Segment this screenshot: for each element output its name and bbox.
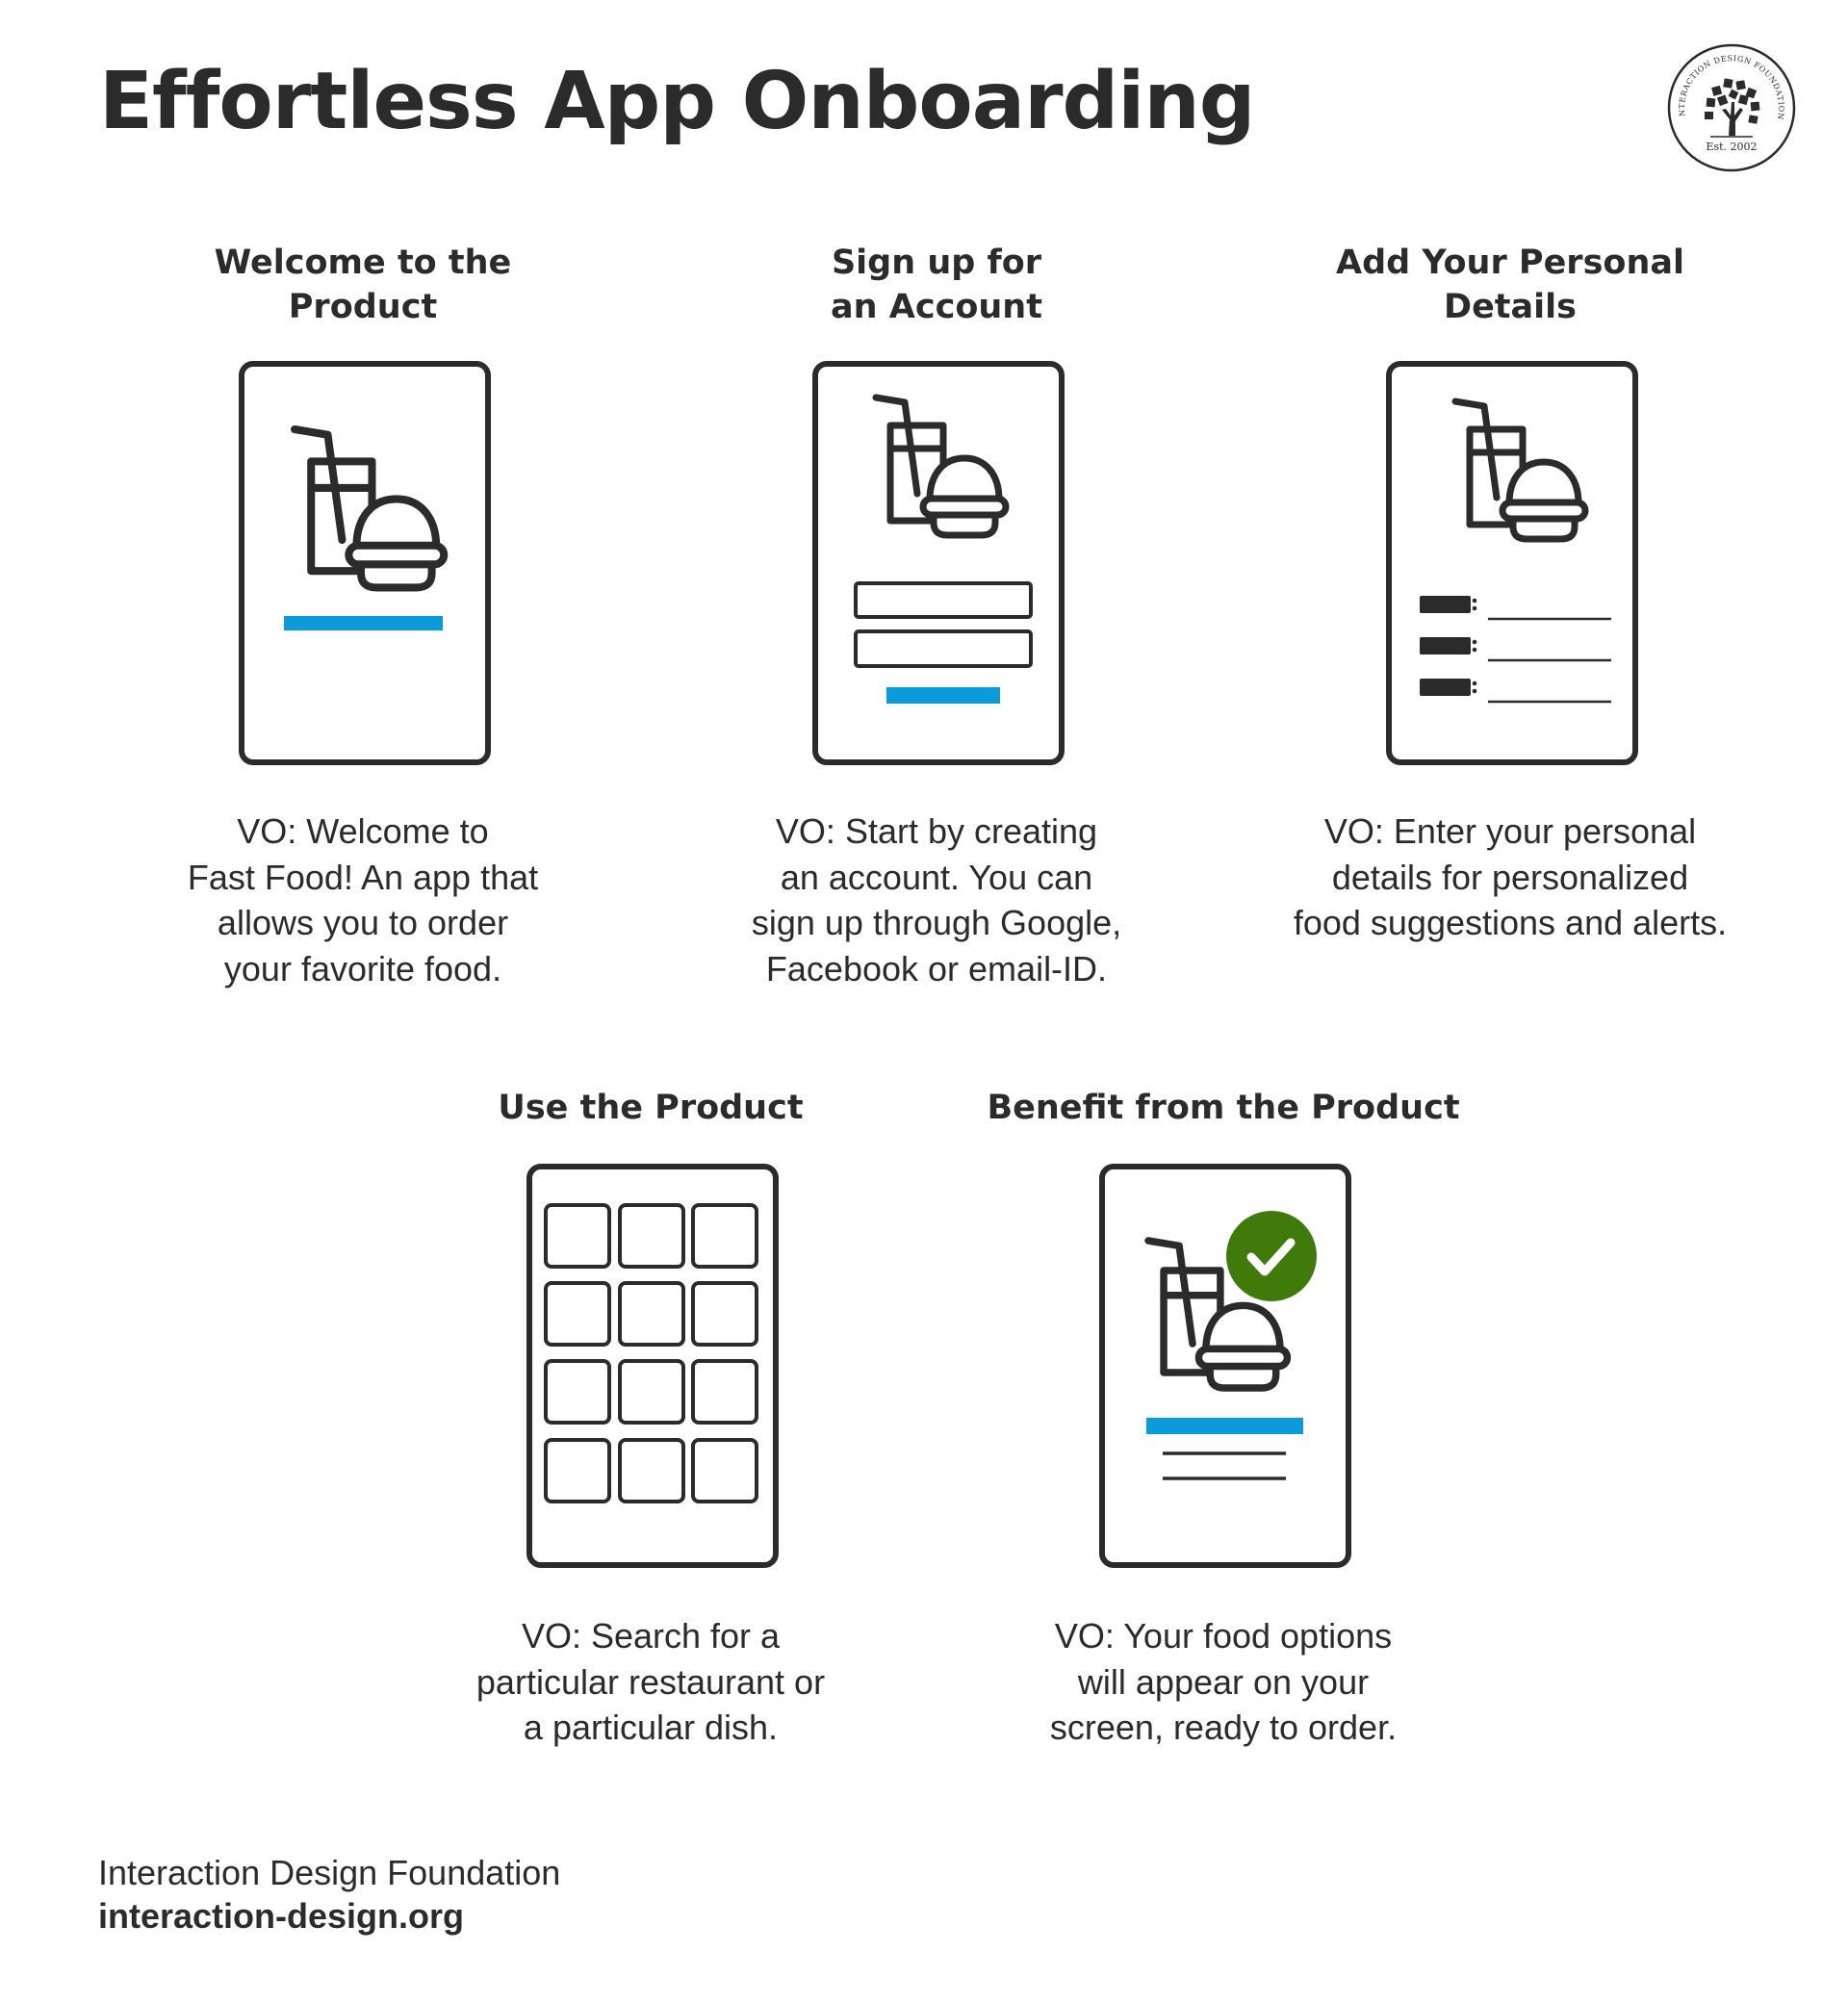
footer-org-name: Interaction Design Foundation: [98, 1853, 561, 1892]
step-caption-use: [381, 1613, 920, 1751]
signup-button-icon: [886, 687, 1000, 704]
caption-line: Facebook or email-ID.: [765, 948, 1108, 989]
heading-line: Use the Product: [498, 1089, 804, 1127]
phone-signup-screen: [812, 361, 1065, 765]
heading-line: Sign up for: [831, 244, 1042, 282]
caption-line: food suggestions and alerts.: [1293, 903, 1728, 942]
heading-line: Product: [288, 288, 438, 326]
step-heading-benefit: [954, 1086, 1493, 1130]
caption-line: will appear on your: [1077, 1661, 1370, 1702]
caption-line: sign up through Google,: [751, 903, 1122, 942]
caption-line: an account. You can: [780, 857, 1093, 897]
caption-line: a particular dish.: [523, 1708, 779, 1747]
phone-use-screen: [526, 1164, 779, 1568]
caption-line: your favorite food.: [223, 948, 502, 989]
svg-text:Est. 2002: Est. 2002: [1706, 141, 1758, 153]
caption-line: details for personalized: [1331, 857, 1689, 897]
page-title: Effortless App Onboarding: [99, 56, 1255, 147]
heading-line: an Account: [831, 288, 1042, 326]
checkmark-circle-icon: [1226, 1211, 1317, 1301]
caption-line: screen, ready to order.: [1049, 1708, 1398, 1747]
step-caption-welcome: [93, 809, 632, 991]
order-bar: [1146, 1418, 1303, 1434]
caption-line: allows you to order: [217, 903, 509, 942]
heading-line: Welcome to the: [214, 244, 512, 282]
heading-line: Benefit from the Product: [987, 1089, 1460, 1127]
footer-url-link[interactable]: interaction-design.org: [98, 1896, 465, 1936]
caption-line: particular restaurant or: [475, 1661, 826, 1702]
heading-line: Details: [1444, 288, 1577, 326]
phone-welcome-screen: [239, 361, 491, 765]
heading-line: Add Your Personal: [1336, 244, 1684, 282]
svg-text:INTERACTION DESIGN FOUNDATION: NTERACTION DESIGN FOUNDATION: [1677, 54, 1786, 121]
caption-line: VO: Welcome to: [237, 811, 489, 851]
caption-line: VO: Your food options: [1054, 1616, 1393, 1656]
step-caption-benefit: [954, 1613, 1493, 1751]
caption-line: VO: Enter your personal: [1323, 811, 1697, 851]
idf-logo: [1666, 42, 1797, 173]
phone-details-screen: [1386, 361, 1638, 765]
caption-line: VO: Search for a: [521, 1616, 781, 1656]
caption-line: VO: Start by creating: [775, 811, 1098, 851]
caption-line: Fast Food! An app that: [187, 857, 539, 897]
welcome-progress-bar: [284, 616, 443, 630]
step-heading-welcome: [93, 241, 632, 329]
phone-benefit-screen: [1099, 1164, 1351, 1568]
step-caption-signup: [667, 809, 1206, 991]
step-heading-use: [381, 1086, 920, 1130]
step-heading-details: [1241, 241, 1780, 329]
step-caption-details: [1241, 809, 1780, 946]
form-fields-icon: [1420, 596, 1476, 696]
step-heading-signup: [667, 241, 1206, 329]
